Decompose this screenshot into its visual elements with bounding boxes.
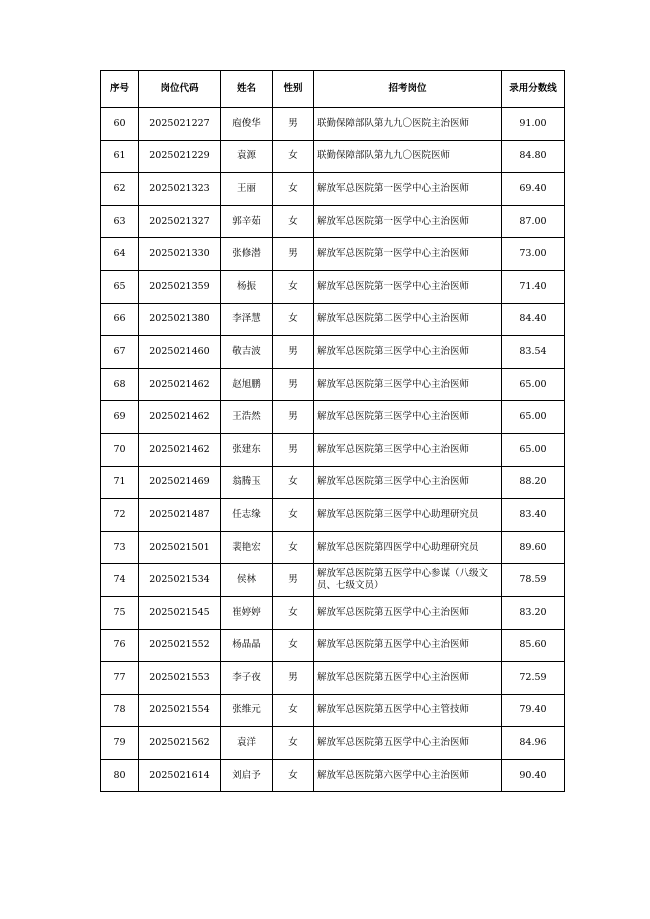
table-row (101, 108, 565, 141)
cell-post: 联勤保障部队第九九〇医院医师 (314, 140, 502, 173)
header-name: 姓名 (221, 71, 273, 108)
cell-code: 2025021469 (139, 466, 221, 499)
cell-post: 解放军总医院第五医学中心主管技师 (314, 694, 502, 727)
cell-name: 袁源 (221, 140, 273, 173)
results-table (100, 70, 565, 792)
header-gender: 性别 (273, 71, 314, 108)
table-row (101, 564, 565, 597)
cell-gender: 男 (273, 108, 314, 141)
cell-code: 2025021227 (139, 108, 221, 141)
cell-score: 71.40 (502, 270, 565, 303)
cell-seq: 75 (101, 596, 139, 629)
header-seq: 序号 (101, 71, 139, 108)
cell-post: 解放军总医院第六医学中心主治医师 (314, 759, 502, 792)
cell-code: 2025021327 (139, 205, 221, 238)
cell-score: 65.00 (502, 401, 565, 434)
cell-name: 裴艳宏 (221, 531, 273, 564)
cell-gender: 女 (273, 466, 314, 499)
cell-gender: 女 (273, 629, 314, 662)
cell-score: 83.20 (502, 596, 565, 629)
cell-score: 79.40 (502, 694, 565, 727)
cell-score: 78.59 (502, 564, 565, 597)
cell-post: 解放军总医院第一医学中心主治医师 (314, 205, 502, 238)
cell-seq: 65 (101, 270, 139, 303)
cell-gender: 女 (273, 596, 314, 629)
cell-code: 2025021462 (139, 401, 221, 434)
cell-post: 解放军总医院第五医学中心主治医师 (314, 662, 502, 695)
cell-name: 郭辛茹 (221, 205, 273, 238)
cell-gender: 女 (273, 531, 314, 564)
header-code: 岗位代码 (139, 71, 221, 108)
cell-score: 88.20 (502, 466, 565, 499)
cell-code: 2025021462 (139, 433, 221, 466)
cell-seq: 60 (101, 108, 139, 141)
cell-code: 2025021330 (139, 238, 221, 271)
cell-score: 85.60 (502, 629, 565, 662)
cell-name: 翁腾玉 (221, 466, 273, 499)
header-row (101, 71, 565, 108)
cell-name: 刘启予 (221, 759, 273, 792)
cell-code: 2025021554 (139, 694, 221, 727)
table-body (101, 108, 565, 792)
cell-post: 联勤保障部队第九九〇医院主治医师 (314, 108, 502, 141)
table-row (101, 336, 565, 369)
cell-seq: 76 (101, 629, 139, 662)
cell-score: 87.00 (502, 205, 565, 238)
cell-name: 杨振 (221, 270, 273, 303)
cell-code: 2025021380 (139, 303, 221, 336)
cell-name: 张修潜 (221, 238, 273, 271)
cell-seq: 78 (101, 694, 139, 727)
table-row (101, 629, 565, 662)
cell-post: 解放军总医院第五医学中心主治医师 (314, 727, 502, 760)
cell-gender: 女 (273, 173, 314, 206)
cell-gender: 女 (273, 694, 314, 727)
table-row (101, 499, 565, 532)
cell-post: 解放军总医院第三医学中心主治医师 (314, 336, 502, 369)
cell-name: 庖俊华 (221, 108, 273, 141)
cell-score: 65.00 (502, 433, 565, 466)
cell-score: 90.40 (502, 759, 565, 792)
cell-gender: 女 (273, 727, 314, 760)
cell-score: 84.96 (502, 727, 565, 760)
cell-seq: 70 (101, 433, 139, 466)
table-row (101, 205, 565, 238)
cell-seq: 68 (101, 368, 139, 401)
table-row (101, 303, 565, 336)
cell-seq: 64 (101, 238, 139, 271)
header-score: 录用分数线 (502, 71, 565, 108)
cell-score: 89.60 (502, 531, 565, 564)
cell-gender: 男 (273, 336, 314, 369)
table-row (101, 694, 565, 727)
table-row (101, 596, 565, 629)
cell-code: 2025021614 (139, 759, 221, 792)
cell-name: 侯林 (221, 564, 273, 597)
cell-name: 李泽慧 (221, 303, 273, 336)
table-row (101, 140, 565, 173)
cell-name: 崔婷婷 (221, 596, 273, 629)
cell-score: 65.00 (502, 368, 565, 401)
cell-post: 解放军总医院第五医学中心主治医师 (314, 596, 502, 629)
cell-name: 王丽 (221, 173, 273, 206)
cell-post: 解放军总医院第一医学中心主治医师 (314, 270, 502, 303)
cell-gender: 女 (273, 205, 314, 238)
cell-score: 83.54 (502, 336, 565, 369)
cell-gender: 男 (273, 662, 314, 695)
cell-gender: 男 (273, 238, 314, 271)
cell-code: 2025021359 (139, 270, 221, 303)
cell-code: 2025021562 (139, 727, 221, 760)
table-row (101, 466, 565, 499)
cell-score: 84.80 (502, 140, 565, 173)
cell-score: 69.40 (502, 173, 565, 206)
cell-code: 2025021229 (139, 140, 221, 173)
cell-post: 解放军总医院第三医学中心主治医师 (314, 433, 502, 466)
cell-score: 84.40 (502, 303, 565, 336)
cell-score: 73.00 (502, 238, 565, 271)
cell-code: 2025021323 (139, 173, 221, 206)
table-row (101, 368, 565, 401)
cell-name: 张维元 (221, 694, 273, 727)
cell-gender: 女 (273, 499, 314, 532)
cell-code: 2025021487 (139, 499, 221, 532)
cell-gender: 女 (273, 303, 314, 336)
cell-name: 任志缘 (221, 499, 273, 532)
cell-code: 2025021552 (139, 629, 221, 662)
cell-code: 2025021545 (139, 596, 221, 629)
cell-post: 解放军总医院第三医学中心主治医师 (314, 401, 502, 434)
cell-name: 敬吉波 (221, 336, 273, 369)
cell-code: 2025021460 (139, 336, 221, 369)
cell-gender: 女 (273, 270, 314, 303)
cell-post: 解放军总医院第五医学中心参谋（八级文员、七级文员） (314, 564, 502, 597)
cell-seq: 66 (101, 303, 139, 336)
cell-code: 2025021462 (139, 368, 221, 401)
table-row (101, 173, 565, 206)
cell-code: 2025021534 (139, 564, 221, 597)
cell-name: 李子夜 (221, 662, 273, 695)
cell-post: 解放军总医院第二医学中心主治医师 (314, 303, 502, 336)
table-row (101, 759, 565, 792)
table-row (101, 401, 565, 434)
cell-seq: 63 (101, 205, 139, 238)
cell-seq: 71 (101, 466, 139, 499)
table-row (101, 727, 565, 760)
cell-code: 2025021553 (139, 662, 221, 695)
cell-seq: 67 (101, 336, 139, 369)
table-row (101, 662, 565, 695)
cell-name: 杨晶晶 (221, 629, 273, 662)
cell-name: 王浩然 (221, 401, 273, 434)
cell-post: 解放军总医院第三医学中心主治医师 (314, 368, 502, 401)
cell-gender: 男 (273, 433, 314, 466)
cell-gender: 男 (273, 401, 314, 434)
cell-seq: 73 (101, 531, 139, 564)
cell-post: 解放军总医院第五医学中心主治医师 (314, 629, 502, 662)
cell-name: 袁洋 (221, 727, 273, 760)
cell-post: 解放军总医院第一医学中心主治医师 (314, 173, 502, 206)
cell-post: 解放军总医院第三医学中心助理研究员 (314, 499, 502, 532)
cell-post: 解放军总医院第三医学中心主治医师 (314, 466, 502, 499)
cell-post: 解放军总医院第四医学中心助理研究员 (314, 531, 502, 564)
table-row (101, 531, 565, 564)
cell-gender: 女 (273, 140, 314, 173)
cell-score: 91.00 (502, 108, 565, 141)
cell-score: 72.59 (502, 662, 565, 695)
cell-seq: 80 (101, 759, 139, 792)
cell-seq: 61 (101, 140, 139, 173)
cell-score: 83.40 (502, 499, 565, 532)
header-post: 招考岗位 (314, 71, 502, 108)
cell-seq: 77 (101, 662, 139, 695)
cell-gender: 男 (273, 564, 314, 597)
cell-gender: 女 (273, 759, 314, 792)
cell-post: 解放军总医院第一医学中心主治医师 (314, 238, 502, 271)
table-row (101, 433, 565, 466)
cell-seq: 79 (101, 727, 139, 760)
cell-name: 赵旭鹏 (221, 368, 273, 401)
table-row (101, 270, 565, 303)
cell-seq: 62 (101, 173, 139, 206)
cell-gender: 男 (273, 368, 314, 401)
cell-seq: 69 (101, 401, 139, 434)
cell-seq: 74 (101, 564, 139, 597)
cell-seq: 72 (101, 499, 139, 532)
table-row (101, 238, 565, 271)
cell-code: 2025021501 (139, 531, 221, 564)
cell-name: 张建东 (221, 433, 273, 466)
